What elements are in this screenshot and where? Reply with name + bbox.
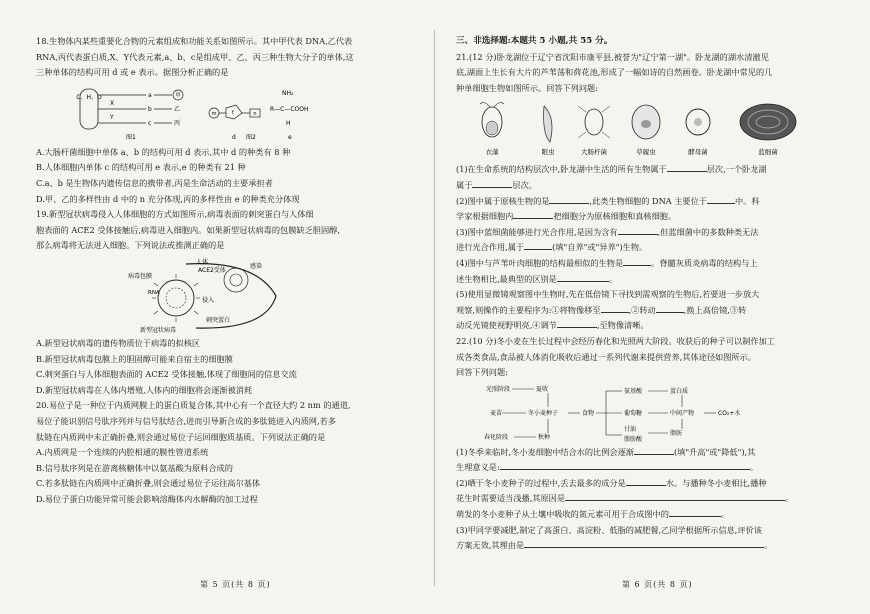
answer-blank — [557, 272, 609, 282]
node-yi: 乙 — [174, 105, 181, 113]
element-c: C、H、O — [76, 93, 102, 101]
nucleotide-m: m — [211, 110, 217, 117]
question-18 — [36, 34, 424, 207]
figure-2-caption: 图2 — [246, 133, 256, 141]
label-rna: RNA — [148, 289, 160, 296]
answer-blank — [634, 445, 674, 455]
label-infection: 感染 — [250, 262, 263, 270]
q21-sub-2: (2)图中属于原核生物的是 ,此类生物细胞的 DNA 主要位于 中。科 — [456, 195, 760, 206]
node-co2-water: CO₂+水 — [718, 409, 741, 417]
q20-line: 肽链在内质网中未正确折叠,则会通过易位子运回细胞质基质。下列说法正确的是 — [36, 431, 326, 442]
node-food: 食物 — [582, 409, 595, 417]
answer-blank — [557, 318, 597, 328]
node-glycerol: 甘油 — [624, 425, 637, 433]
answer-blank — [667, 162, 707, 172]
node-intermediate: 中间产物 — [670, 409, 695, 417]
answer-blank — [500, 460, 750, 470]
answer-blank — [601, 303, 629, 313]
figure-1-caption: 图1 — [126, 133, 136, 141]
organism-euglena: 眼虫 — [541, 148, 555, 157]
question-22 — [456, 334, 844, 554]
node-amino-acid: 氨基酸 — [624, 387, 643, 395]
q18-option-b: B.人体细胞内单体 c 的结构可用 e 表示,e 的种类有 21 种 — [36, 162, 246, 173]
q21-sub-3: (3)图中蓝细菌能够进行光合作用,是因为含有 ,但蓝细菌中的多数种类无法 — [456, 226, 759, 237]
monomer-c: c — [148, 119, 152, 127]
q20-option-d: D.易位子蛋白功能异常可能会影响溶酶体内水解酶的加工过程 — [36, 493, 258, 504]
label-virus: 新型冠状病毒 — [140, 326, 177, 334]
q19-option-b: B.新型冠状病毒包膜上的胆固醇可能来自宿主的细胞膜 — [36, 353, 233, 364]
node-vernalization: 春化阶段 — [484, 433, 509, 441]
q18-diagram — [36, 83, 424, 143]
answer-blank — [524, 240, 552, 250]
organism-paramecium: 草履虫 — [636, 148, 656, 157]
q20-option-b: B.信号肽序列是在游离核糖体中以氨基酸为原料合成的 — [36, 462, 233, 473]
q21-sub-4b: 述生物相比,最典型的区别是 。 — [456, 273, 618, 284]
nucleotide-f: f — [232, 109, 234, 116]
q20-option-a: A.内质网是一个连续的内腔相通的膜性管道系统 — [36, 447, 209, 458]
node-fatty-acid: 脂肪酸 — [624, 435, 643, 443]
q19-option-d: D.新型冠状病毒在人体内增殖,人体内的细胞将会逐渐被消耗 — [36, 384, 253, 395]
label-spike: 刺突蛋白 — [206, 316, 231, 324]
answer-blank — [626, 476, 666, 486]
element-relation-diagram — [36, 83, 336, 143]
answer-blank — [565, 491, 785, 501]
q19-option-c: C.刺突蛋白与人体细胞表面的 ACE2 受体接触,体现了细胞间的信息交流 — [36, 369, 297, 380]
node-seed: 冬小麦种子 — [528, 409, 559, 417]
q21-sub-5b: 观察,则操作的主要程序为:①将物像移至 ,②转动 ,换上高倍镜,③转 — [456, 304, 747, 315]
element-y-label: Y — [110, 113, 114, 121]
question-19 — [36, 207, 424, 398]
footer-page-5: 第 5 页(共 8 页) — [200, 580, 271, 589]
label-envelope: 病毒包膜 — [128, 272, 153, 280]
node-autumn-sowing: 秋种 — [538, 433, 551, 441]
node-seedling: 麦苗 — [490, 409, 503, 417]
q19-line: 那么病毒将无法进入细胞。下列说法或推测正确的是 — [36, 240, 225, 251]
answer-blank — [623, 256, 651, 266]
figure-label-e: e — [288, 133, 292, 141]
q21-sub-4: (4)图中与芦苇叶肉细胞的结构最相似的生物是 。脊髓灰质炎病毒的结构与上 — [456, 257, 758, 268]
q20-option-c: C.若多肽链在内质网中正确折叠,则会通过易位子运往高尔基体 — [36, 478, 261, 489]
answer-blank — [524, 538, 764, 548]
q21-organisms — [456, 98, 844, 160]
q22-sub-2c: 萌发的冬小麦种子从土壤中吸收的氮元素可用于合成图中的 。 — [456, 509, 730, 520]
q18-option-d: D.甲、乙的多样性由 d 中的 n 充分体现,丙的多样性由 e 的种类充分体现 — [36, 193, 300, 204]
q18-line: 18.生物体内某些重要化合物的元素组成和功能关系如图所示。其中甲代表 DNA,乙代表 — [36, 36, 353, 46]
answer-blank — [513, 209, 553, 219]
formula-h: H — [286, 119, 291, 127]
q22-sub-2b: 花生时需要适当浅播,其原因是 。 — [456, 493, 794, 504]
organism-chlamydomonas: 衣藻 — [485, 148, 499, 157]
q22-sub-1b: 生理意义是: 。 — [456, 462, 758, 473]
q21-sub-3b: 进行光合作用,属于 (填"自养"或"异养")生物。 — [456, 242, 648, 253]
question-21 — [456, 50, 844, 334]
q22-sub-1: (1)冬季来临时,冬小麦细胞中结合水的比例会逐渐 (填"升高"或"降低"),其 — [456, 446, 756, 457]
virus-entry-diagram — [36, 256, 336, 334]
footer-page-6: 第 6 页(共 8 页) — [622, 580, 693, 589]
organism-cyanobacteria: 蓝细菌 — [758, 148, 778, 157]
q21-sub-5c: 动反光镜使视野明亮,④调节 ,至物像清晰。 — [456, 320, 649, 331]
monomer-b: b — [148, 105, 152, 113]
q22-diagram — [456, 383, 844, 443]
q21-sub-1b: 属于 层次。 — [456, 179, 537, 190]
q22-line: 回答下列问题: — [456, 367, 508, 378]
q20-line: 易位子能识别信号肽序列并与信号肽结合,进而引导新合成的多肽链进入内质网,若多 — [36, 415, 336, 426]
q19-diagram — [36, 256, 424, 334]
q21-sub-5: (5)使用显微镜观察图中生物时,先在低倍镜下寻找到需观察的生物后,若要进一步放大 — [456, 289, 760, 300]
question-20 — [36, 398, 424, 507]
answer-blank — [618, 225, 658, 235]
metabolism-diagram — [456, 383, 844, 443]
node-light-stage: 光照阶段 — [486, 385, 511, 393]
q22-sub-3: (3)甲同学要减肥,制定了高蛋白、高淀粉、低脂的减肥餐,乙同学根据所示信息,评价该 — [456, 524, 762, 535]
q22-line: 22.(10 分)冬小麦在生长过程中会经历春化和光照两大阶段。收获后的种子可以制作加工 — [456, 335, 775, 346]
organism-ecoli: 大肠杆菌 — [581, 148, 607, 157]
node-fat: 脂肪 — [670, 429, 683, 437]
q21-line: 21.(12 分)卧龙湖位于辽宁省沈阳市康平县,被誉为"辽宁第一湖"。卧龙湖的湖水清澈见 — [456, 51, 769, 62]
answer-blank — [549, 194, 589, 204]
nucleotide-n: n — [253, 110, 257, 117]
node-summer-harvest: 夏收 — [536, 385, 549, 393]
node-glucose: 葡萄糖 — [624, 409, 643, 417]
formula-nh2: NH₂ — [282, 89, 294, 97]
organism-yeast: 酵母菌 — [688, 148, 708, 157]
q18-line: 三种单体的结构可用 d 或 e 表示。据图分析正确的是 — [36, 67, 229, 78]
node-jia: 甲 — [175, 92, 181, 99]
q19-line: 19.新型冠状病毒侵入人体细胞的方式如图所示,病毒表面的刺突蛋白与人体细 — [36, 209, 314, 220]
answer-blank — [656, 303, 684, 313]
left-page — [36, 34, 424, 507]
organisms-figure — [456, 98, 844, 160]
node-bing: 丙 — [174, 119, 181, 127]
label-invade: 侵入 — [202, 296, 215, 304]
label-human-cell: 人体 — [196, 258, 209, 266]
monomer-a: a — [148, 91, 152, 99]
q19-option-a: A.新型冠状病毒的遗传物质位于病毒的拟核区 — [36, 337, 201, 348]
formula-main: R—C—COOH — [270, 105, 309, 113]
q21-line: 种单细胞生物如图所示。回答下列问题: — [456, 82, 598, 93]
page-divider — [434, 30, 435, 586]
q18-line: RNA,丙代表蛋白质,X、Y代表元素,a、b、c是组成甲、乙、丙三种生物大分子的单体,这 — [36, 51, 354, 62]
q21-sub-2b: 学家根据细胞内 把细胞分为原核细胞和真核细胞。 — [456, 211, 677, 222]
q21-sub-1: (1)在生命系统的结构层次中,卧龙湖中生活的所有生物属于 层次,一个卧龙湖 — [456, 164, 767, 175]
answer-blank — [669, 507, 721, 517]
q22-sub-3b: 方案无效,其理由是 。 — [456, 540, 773, 551]
label-ace2: ACE2受体 — [198, 266, 226, 274]
q19-line: 胞表面的 ACE2 受体接触后,病毒进入细胞内。如果新型冠状病毒的包膜缺乏胆固醇, — [36, 224, 340, 235]
section-title: 三、非选择题:本题共 5 小题,共 55 分。 — [456, 36, 613, 46]
right-page — [456, 34, 844, 554]
q20-line: 20.易位子是一种位于内质网膜上的蛋白质复合体,其中心有一个直径大约 2 nm 的通道, — [36, 400, 351, 411]
q22-line: 成各类食品,食品被人体消化吸收后通过一系列代谢来提供营养,其体途径如图所示。 — [456, 351, 756, 362]
element-x-label: X — [110, 99, 115, 107]
q22-sub-2: (2)晒干冬小麦种子的过程中,丢去最多的成分是 水。与播种冬小麦相比,播种 — [456, 477, 767, 488]
q21-line: 底,湖面上生长有大片的芦苇荡和荷花池,形成了一幅如诗的自然画卷。卧龙湖中常见的几 — [456, 67, 773, 78]
answer-blank — [472, 178, 512, 188]
node-protein: 蛋白质 — [670, 387, 689, 395]
q18-option-c: C.a、b 是生物体内遗传信息的携带者,丙是生命活动的主要承担者 — [36, 177, 273, 188]
answer-blank — [707, 194, 735, 204]
figure-label-d: d — [232, 133, 236, 141]
q18-option-a: A.大肠杆菌细胞中单体 a、b 的结构可用 d 表示,其中 d 的种类有 8 种 — [36, 146, 291, 157]
